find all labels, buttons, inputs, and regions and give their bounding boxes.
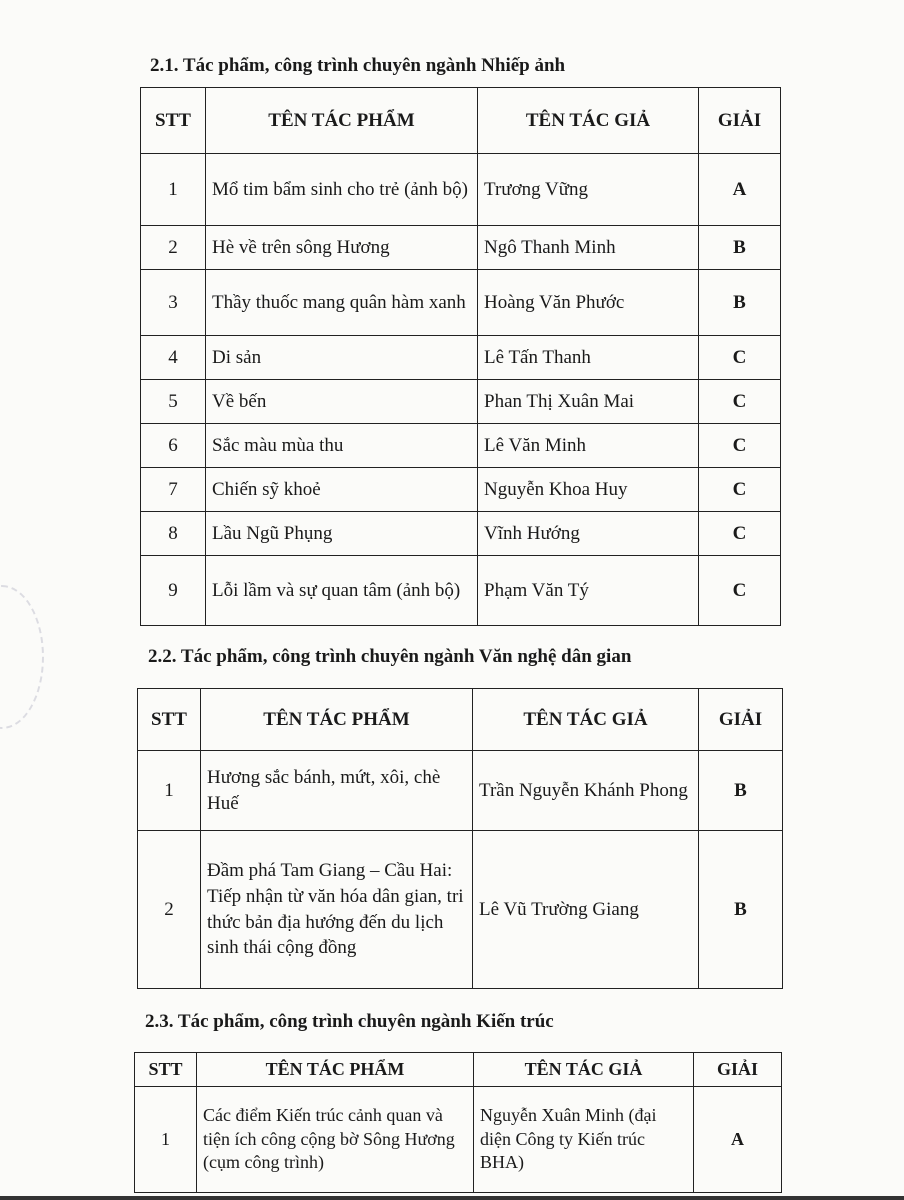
cell-award: A [699, 154, 781, 226]
cell-author: Trần Nguyễn Khánh Phong [473, 751, 699, 831]
cell-award: C [699, 380, 781, 424]
header-stt: STT [138, 689, 201, 751]
cell-award: C [699, 424, 781, 468]
table-row [141, 468, 781, 512]
cell-author: Nguyễn Xuân Minh (đại diện Công ty Kiến trúc BHA) [474, 1087, 694, 1193]
table-header-row [138, 689, 783, 751]
table-row [141, 380, 781, 424]
cell-award: C [699, 336, 781, 380]
cell-author: Lê Tấn Thanh [478, 336, 699, 380]
table-header-row [141, 88, 781, 154]
table-row [141, 336, 781, 380]
cell-author: Phan Thị Xuân Mai [478, 380, 699, 424]
folk-arts-table [137, 688, 783, 989]
table-row [141, 556, 781, 626]
section-heading-folk-arts: 2.2. Tác phẩm, công trình chuyên ngành Văn nghệ dân gian [148, 646, 632, 667]
table-header-row [135, 1053, 782, 1087]
table-row [141, 226, 781, 270]
cell-stt: 1 [138, 751, 201, 831]
cell-author: Vĩnh Hướng [478, 512, 699, 556]
cell-stt: 1 [141, 154, 206, 226]
header-work: TÊN TÁC PHẨM [206, 88, 478, 154]
cell-award: C [699, 556, 781, 626]
table-row [135, 1087, 782, 1193]
table-row [138, 831, 783, 989]
cell-award: A [694, 1087, 782, 1193]
cell-award: B [699, 226, 781, 270]
table-row [138, 751, 783, 831]
cell-work: Chiến sỹ khoẻ [206, 468, 478, 512]
header-stt: STT [135, 1053, 197, 1087]
cell-author: Phạm Văn Tý [478, 556, 699, 626]
cell-award: B [699, 270, 781, 336]
header-author: TÊN TÁC GIẢ [473, 689, 699, 751]
page-bottom-edge [0, 1196, 904, 1200]
photography-table [140, 87, 781, 626]
cell-work: Di sản [206, 336, 478, 380]
header-award: GIẢI [699, 88, 781, 154]
cell-author: Trương Vững [478, 154, 699, 226]
header-award: GIẢI [699, 689, 783, 751]
section-heading-photography: 2.1. Tác phẩm, công trình chuyên ngành Nhiếp ảnh [150, 55, 566, 76]
table-row [141, 512, 781, 556]
cell-work: Hè về trên sông Hương [206, 226, 478, 270]
cell-author: Lê Văn Minh [478, 424, 699, 468]
table-row [141, 270, 781, 336]
cell-work: Lầu Ngũ Phụng [206, 512, 478, 556]
cell-work: Lỗi lầm và sự quan tâm (ảnh bộ) [206, 556, 478, 626]
cell-stt: 9 [141, 556, 206, 626]
cell-award: B [699, 831, 783, 989]
header-stt: STT [141, 88, 206, 154]
cell-author: Lê Vũ Trường Giang [473, 831, 699, 989]
cell-stt: 5 [141, 380, 206, 424]
cell-stt: 6 [141, 424, 206, 468]
cell-author: Hoàng Văn Phước [478, 270, 699, 336]
cell-author: Nguyễn Khoa Huy [478, 468, 699, 512]
cell-award: B [699, 751, 783, 831]
cell-work: Mổ tim bẩm sinh cho trẻ (ảnh bộ) [206, 154, 478, 226]
cell-work: Sắc màu mùa thu [206, 424, 478, 468]
architecture-table [134, 1052, 782, 1193]
cell-stt: 1 [135, 1087, 197, 1193]
header-work: TÊN TÁC PHẨM [201, 689, 473, 751]
cell-work: Đầm phá Tam Giang – Cầu Hai: Tiếp nhận từ văn hóa dân gian, tri thức bản địa hướng đến du lịch sinh thái cộng đồng [201, 831, 473, 989]
cell-stt: 8 [141, 512, 206, 556]
table-row [141, 424, 781, 468]
cell-work: Hương sắc bánh, mứt, xôi, chè Huế [201, 751, 473, 831]
header-award: GIẢI [694, 1053, 782, 1087]
header-author: TÊN TÁC GIẢ [478, 88, 699, 154]
cell-work: Thầy thuốc mang quân hàm xanh [206, 270, 478, 336]
cell-stt: 4 [141, 336, 206, 380]
cell-work: Các điểm Kiến trúc cảnh quan và tiện ích công cộng bờ Sông Hương (cụm công trình) [197, 1087, 474, 1193]
cell-stt: 2 [141, 226, 206, 270]
table-row [141, 154, 781, 226]
cell-award: C [699, 512, 781, 556]
cell-award: C [699, 468, 781, 512]
stamp-seal [0, 585, 44, 729]
cell-author: Ngô Thanh Minh [478, 226, 699, 270]
header-work: TÊN TÁC PHẨM [197, 1053, 474, 1087]
cell-stt: 3 [141, 270, 206, 336]
header-author: TÊN TÁC GIẢ [474, 1053, 694, 1087]
cell-stt: 2 [138, 831, 201, 989]
section-heading-architecture: 2.3. Tác phẩm, công trình chuyên ngành Kiến trúc [145, 1011, 554, 1032]
cell-stt: 7 [141, 468, 206, 512]
cell-work: Về bến [206, 380, 478, 424]
